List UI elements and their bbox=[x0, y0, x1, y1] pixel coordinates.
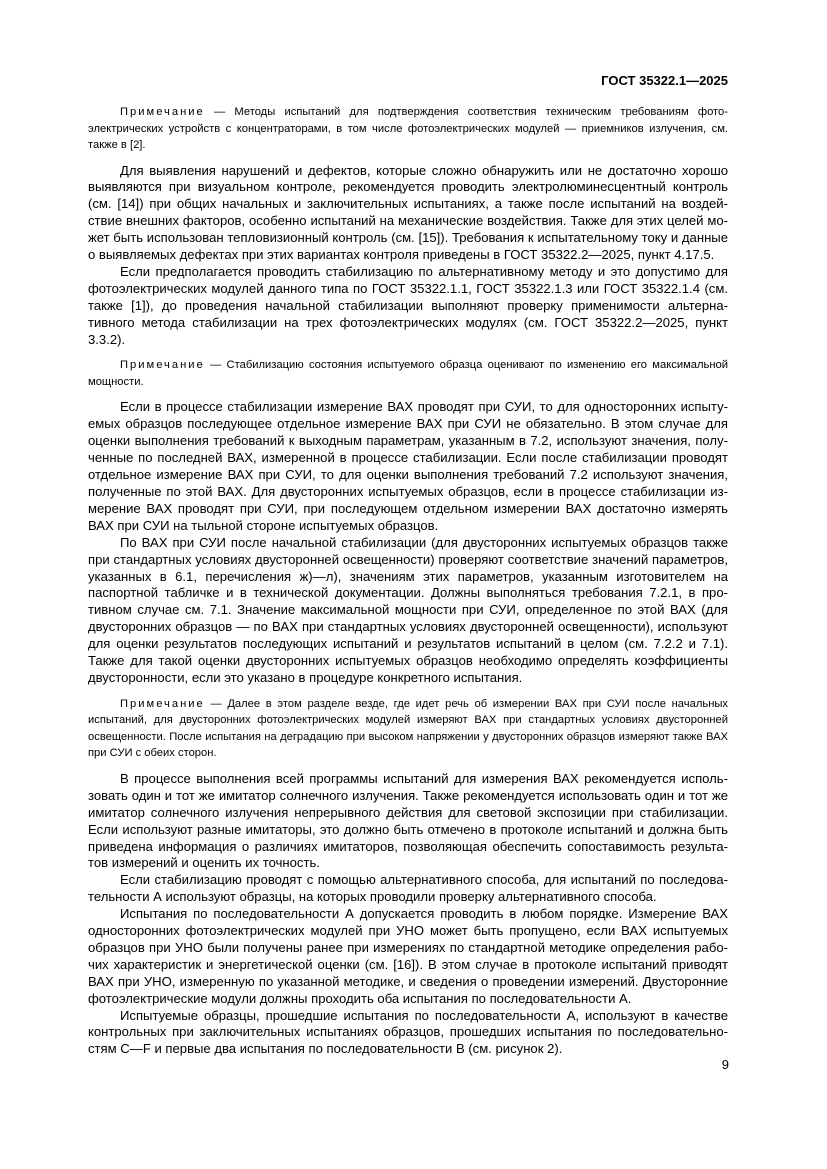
note-label: Примечание bbox=[120, 697, 205, 710]
body-paragraph: Испытания по последовательности А допускается проводить в любом порядке. Измерение ВАХ односторонних фотоэлектрических модулей при УНО может быть пропущено, если ВАХ испытуемых образцов при УНО были получены ранее при измерениях по стандартной методике определения рабочих характеристик и энергетической оценки (см. [16]). В этом случае в протоколе испытаний приводят ВАХ при УНО, измеренную по указанной методике, и сведения о проведении измерений. Двусторонние фотоэлектрические модули должны проходить оба испытания по последовательности А. bbox=[88, 906, 728, 1006]
body-paragraph: Если в процессе стабилизации измерение ВАХ проводят при СУИ, то для односторонних испытуемых образцов последующее отдельное измерение ВАХ при СУИ не обязательно. В этом случае для оценки выполнения требований к выходным параметрам, указанным в 7.2, используют значения, полученные по последней ВАХ, измеренной в процессе стабилизации. Если после стабилизации проводят отдельное измерение ВАХ при СУИ, то для оценки выполнения требований 7.2 используют значения, полученные по этой ВАХ. Для двусторонних испытуемых образцов, если в процессе стабилизации измерение ВАХ проводят при СУИ, при последующем отдельном измерении ВАХ достаточно измерять ВАХ при СУИ на тыльной стороне испытуемых образцов. bbox=[88, 399, 728, 533]
note-text: — Методы испытаний для подтверждения соответствия техническим требованиям фотоэлектрических устройств с концентраторами, в том числе фотоэлектрических модулей — приемников излучения, см. также в [2]. bbox=[88, 106, 729, 151]
note-text: — Далее в этом разделе везде, где идет речь об измерении ВАХ при СУИ после начальных испытаний, для двусторонних фотоэлектрических модулей измеряют ВАХ при стандартных условиях двусторонней освещенности. После испытания на деградацию при высоком напряжении у двусторонних образцов измеряют также ВАХ при СУИ с обеих сторон. bbox=[88, 697, 729, 760]
document-id-header: ГОСТ 35322.1—2025 bbox=[601, 73, 728, 88]
note-text: — Стабилизацию состояния испытуемого образца оценивают по изменению его максимальной мощности. bbox=[88, 359, 729, 388]
note-label: Примечание bbox=[120, 106, 205, 118]
body-paragraph: Если стабилизацию проводят с помощью альтернативного способа, для испытаний по последовательности А используют образцы, на которых проводили проверку альтернативного способа. bbox=[88, 872, 728, 905]
note-label: Примечание bbox=[120, 359, 205, 372]
note-paragraph bbox=[88, 104, 728, 154]
body-paragraph: По ВАХ при СУИ после начальной стабилизации (для двусторонних испытуемых образцов также при стандартных условиях двусторонней освещенности) проверяют соответствие значений параметров, указанных в 6.1, перечисления ж)—л), значениям этих параметров, указанным изготовителем на паспортной табличке и в технической документации. Должны выполняться требования 7.2.1, в противном случае см. 7.1. Значение максимальной мощности при СУИ, определенное по этой ВАХ (для двусторонних образцов — по ВАХ при стандартных условиях двусторонней освещенности), используют для оценки результатов последующих испытаний и результатов испытаний в целом (см. 7.2.2 и 7.1). Также для такой оценки двусторонних испытуемых образцов необходимо определять коэффициенты двусторонности, если это указано в процедуре конкретного испытания. bbox=[88, 534, 728, 685]
page-number: 9 bbox=[721, 1057, 729, 1072]
note-paragraph bbox=[88, 696, 728, 762]
body-paragraph: Для выявления нарушений и дефектов, которые сложно обнаружить или не достаточно хорошо выявляются при визуальном контроле, рекомендуется проводить электролюминесцентный контроль (см. [14]) при общих начальных и заключительных испытаниях, а также после испытаний на воздействие внешних факторов, особенно испытаний на механические воздействия. Также для этих целей может быть использован тепловизионный контроль (см. [15]). Требования к испытательному току и данные о выявляемых дефектах при этих вариантах контроля приведены в ГОСТ 35322.2—2025, пункт 4.17.5. bbox=[88, 162, 728, 263]
note-paragraph bbox=[88, 357, 728, 390]
page-body bbox=[88, 104, 728, 1058]
body-paragraph: Если предполагается проводить стабилизацию по альтернативному методу и это допустимо для фотоэлектрических модулей данного типа по ГОСТ 35322.1.1, ГОСТ 35322.1.3 или ГОСТ 35322.1.4 (см. также [1]), до проведения начальной стабилизации выполняют проверку применимости альтернативного метода стабилизации на трех фотоэлектрических модулях (см. ГОСТ 35322.2—2025, пункт 3.3.2). bbox=[88, 263, 728, 347]
body-paragraph: В процессе выполнения всей программы испытаний для измерения ВАХ рекомендуется использовать один и тот же имитатор солнечного излучения. Также рекомендуется использовать один и тот же имитатор солнечного излучения непрерывного действия для световой экспозиции при стабилизации. Если используют разные имитаторы, это должно быть отмечено в протоколе испытаний и должна быть приведена информация о различиях имитаторов, позволяющая обеспечить сопоставимость результатов измерений и оценить их точность. bbox=[88, 770, 728, 871]
body-paragraph: Испытуемые образцы, прошедшие испытания по последовательности А, используют в качестве контрольных при заключительных испытаниях образцов, прошедших испытания по последовательностям C—F и первые два испытания по последовательности B (см. рисунок 2). bbox=[88, 1007, 728, 1057]
